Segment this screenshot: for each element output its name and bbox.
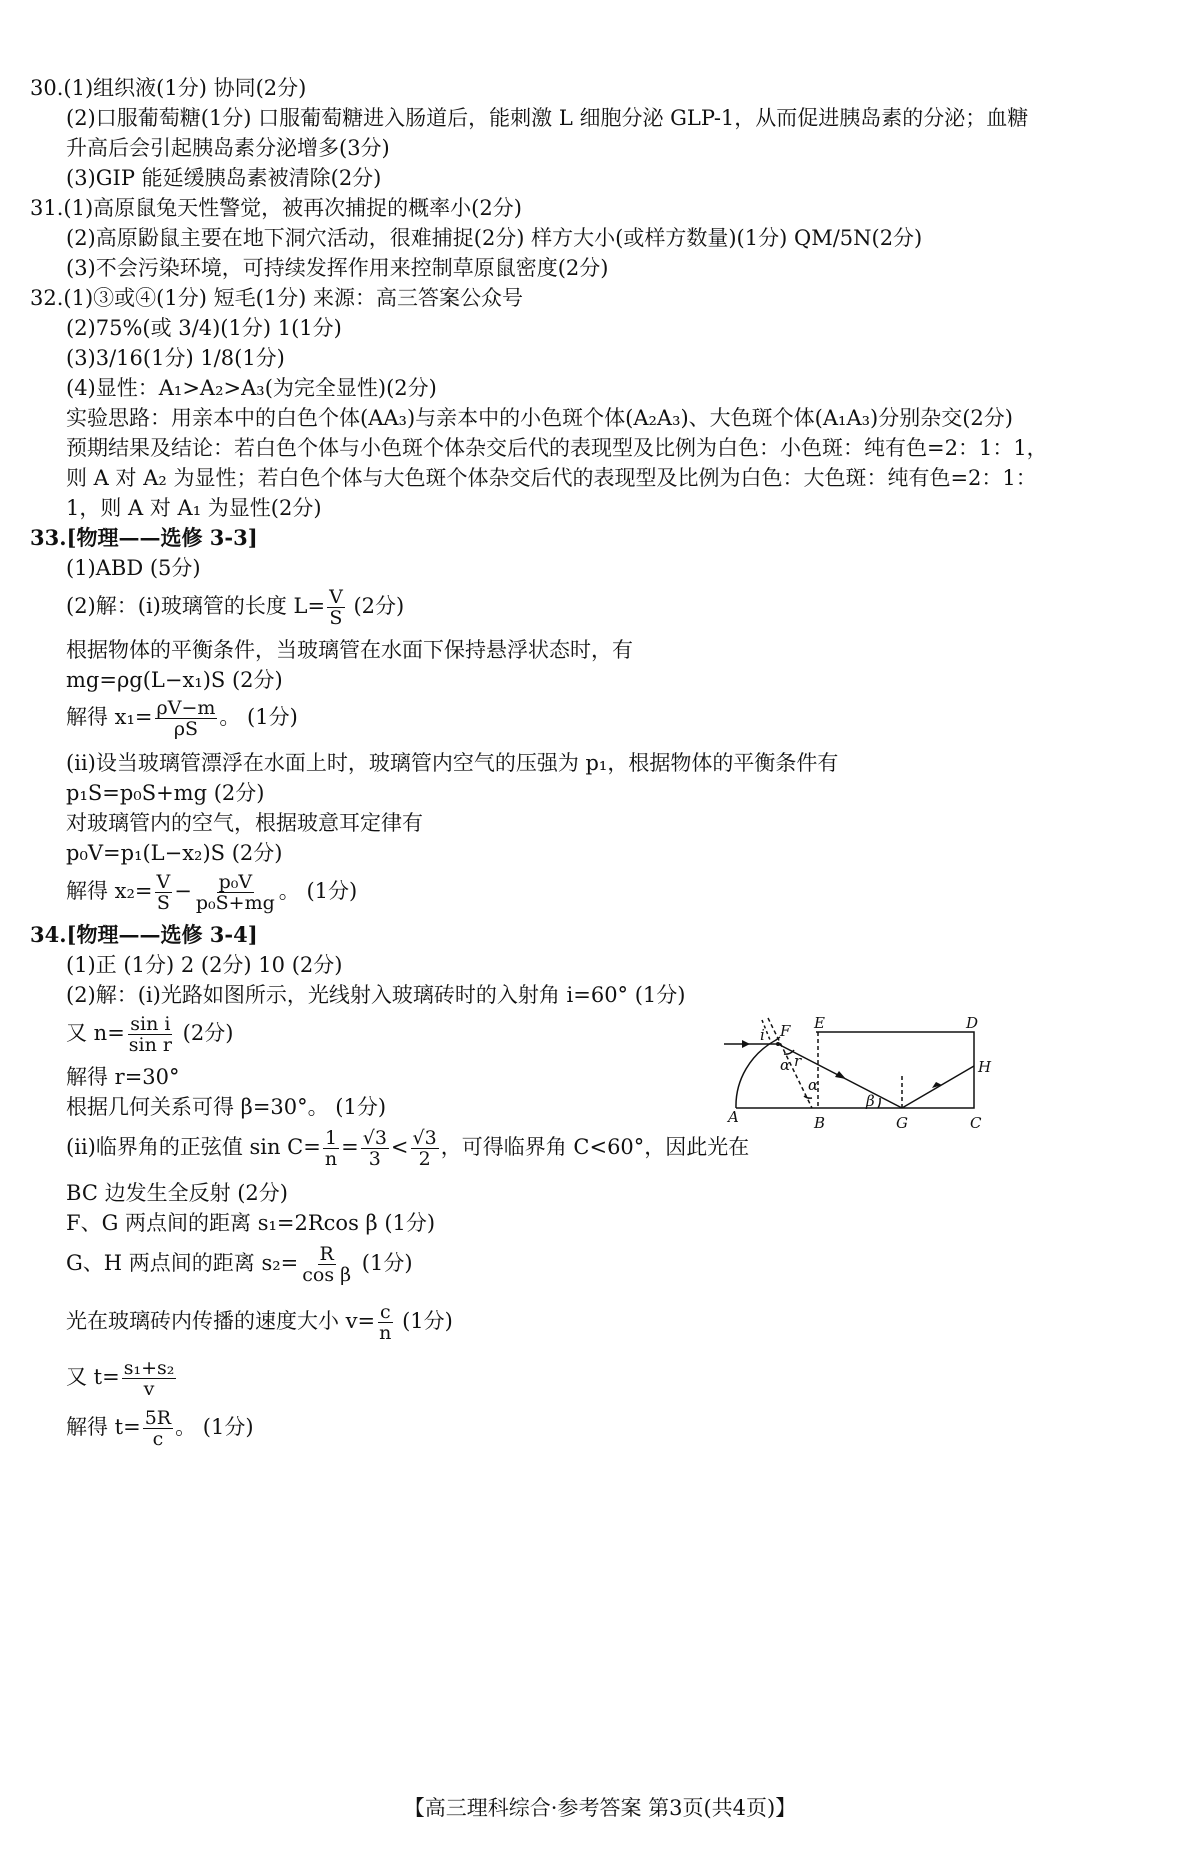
fraction: $\frac{R}{\text{cos β}}$	[302, 1243, 352, 1286]
fraction: $\frac{\text{s₁+s₂}}{v}$	[123, 1357, 175, 1400]
answer-33-x2: 解得 x₂= $\frac{V}{S}$ − $\frac{\text{p₀V}}{\text{p₀S+mg}}$ 。 (1分)	[66, 871, 358, 914]
section-33-heading: 33.[物理——选修 3-3]	[30, 525, 258, 550]
fraction: $\frac{\rho V-m}{\rho S}$	[156, 697, 216, 740]
answer-34-t: 又 t= $\frac{\text{s₁+s₂}}{v}$	[66, 1357, 175, 1400]
answer-32-result-3: 1，则 A 对 A₁ 为显性(2分)	[66, 496, 322, 520]
answer-30-1: 30.(1)组织液(1分) 协同(2分)	[30, 76, 307, 100]
answer-30-2-cont: 升高后会引起胰岛素分泌增多(3分)	[66, 136, 390, 160]
answer-34-2-ii: (ⅱ)临界角的正弦值 sin C= $\frac{1}{n}$ = $\frac{√3}{3}$ < $\frac{√3}{2}$ ，可得临界角 C<60°，因此光在	[66, 1127, 750, 1170]
answer-34-s1: F、G 两点间的距离 s₁=2Rcos β (1分)	[66, 1211, 436, 1235]
answer-34-n: 又 n= $\frac{\text{sin i}}{\text{sin r}}$ (2分)	[66, 1013, 234, 1056]
answer-34-r: 解得 r=30°	[66, 1065, 180, 1089]
fraction: $\frac{\text{p₀V}}{\text{p₀S+mg}}$	[195, 871, 275, 914]
answer-33-eq1: mg=ρg(L−x₁)S (2分)	[66, 668, 283, 692]
angle-r: r	[794, 1052, 802, 1070]
point-A: A	[728, 1108, 739, 1126]
angle-beta: β	[866, 1092, 875, 1110]
point-C: C	[970, 1114, 982, 1132]
answer-31-1: 31.(1)高原鼠兔天性警觉，被再次捕捉的概率小(2分)	[30, 196, 522, 220]
point-H: H	[978, 1058, 992, 1076]
angle-alpha-2: α	[808, 1076, 819, 1094]
answer-33-2-i: (2)解：(ⅰ)玻璃管的长度 L= $\frac{V}{S}$ (2分)	[66, 586, 405, 629]
answer-32-idea: 实验思路：用亲本中的白色个体(AA₃)与亲本中的小色斑个体(A₂A₃)、大色斑个体(A₁A₃)分别杂交(2分)	[66, 406, 1013, 430]
fraction: $\frac{√3}{3}$	[362, 1127, 387, 1170]
fraction: $\frac{√3}{2}$	[412, 1127, 437, 1170]
answer-33-eq2: p₁S=p₀S+mg (2分)	[66, 781, 265, 805]
section-34-heading: 34.[物理——选修 3-4]	[30, 922, 258, 947]
answer-34-s2: G、H 两点间的距离 s₂= $\frac{R}{\text{cos β}}$ (1分)	[66, 1243, 413, 1286]
answer-34-t-result: 解得 t= $\frac{5R}{c}$ 。 (1分)	[66, 1407, 254, 1450]
answer-32-2: (2)75%(或 3/4)(1分) 1(1分)	[66, 316, 342, 340]
angle-i: i	[760, 1026, 765, 1044]
answer-32-result-2: 则 A 对 A₂ 为显性；若白色个体与大色斑个体杂交后代的表现型及比例为白色：大色斑：纯有色=2：1：	[66, 466, 1037, 490]
answer-34-2-i: (2)解：(ⅰ)光路如图所示，光线射入玻璃砖时的入射角 i=60° (1分)	[66, 983, 686, 1007]
fraction: $\frac{5R}{c}$	[144, 1407, 172, 1450]
answer-34-v: 光在玻璃砖内传播的速度大小 v= $\frac{c}{n}$ (1分)	[66, 1301, 453, 1344]
answer-31-3: (3)不会污染环境，可持续发挥作用来控制草原鼠密度(2分)	[66, 256, 609, 280]
point-G: G	[896, 1114, 908, 1132]
fraction: $\frac{1}{n}$	[324, 1127, 338, 1170]
fraction: $\frac{V}{S}$	[329, 586, 343, 629]
page-footer: 【高三理科综合·参考答案 第3页(共4页)】	[403, 1796, 797, 1820]
answer-33-boyle: 对玻璃管内的空气，根据玻意耳定律有	[66, 811, 423, 835]
answer-33-x1: 解得 x₁= $\frac{\rho V-m}{\rho S}$ 。 (1分)	[66, 697, 298, 740]
optics-figure	[720, 1010, 1000, 1140]
answer-30-3: (3)GIP 能延缓胰岛素被清除(2分)	[66, 166, 382, 190]
answer-34-1: (1)正 (1分) 2 (2分) 10 (2分)	[66, 953, 343, 977]
answer-34-total-reflection: BC 边发生全反射 (2分)	[66, 1181, 288, 1205]
fraction: $\frac{c}{n}$	[379, 1301, 392, 1344]
answer-33-2-ii: (ⅱ)设当玻璃管漂浮在水面上时，玻璃管内空气的压强为 p₁，根据物体的平衡条件有	[66, 751, 839, 775]
answer-32-4: (4)显性：A₁>A₂>A₃(为完全显性)(2分)	[66, 376, 437, 400]
fraction: $\frac{\text{sin i}}{\text{sin r}}$	[128, 1013, 172, 1056]
point-E: E	[814, 1014, 825, 1032]
point-D: D	[966, 1014, 979, 1032]
answer-34-beta: 根据几何关系可得 β=30°。 (1分)	[66, 1095, 387, 1119]
answer-33-eq3: p₀V=p₁(L−x₂)S (2分)	[66, 841, 283, 865]
answer-33-balance: 根据物体的平衡条件，当玻璃管在水面下保持悬浮状态时，有	[66, 638, 633, 662]
answer-31-2: (2)高原鼢鼠主要在地下洞穴活动，很难捕捉(2分) 样方大小(或样方数量)(1分) QM/5N(2分)	[66, 226, 923, 250]
answer-32-result-1: 预期结果及结论：若白色个体与小色斑个体杂交后代的表现型及比例为白色：小色斑：纯有色=2：1：1，	[66, 436, 1048, 460]
answer-32-3: (3)3/16(1分) 1/8(1分)	[66, 346, 285, 370]
answer-32-1: 32.(1)③或④(1分) 短毛(1分) 来源：高三答案公众号	[30, 286, 523, 310]
angle-alpha-1: α	[780, 1056, 791, 1074]
answer-30-2: (2)口服葡萄糖(1分) 口服葡萄糖进入肠道后，能刺激 L 细胞分泌 GLP-1，从而促进胰岛素的分泌；血糖	[66, 106, 1029, 130]
point-F: F	[780, 1022, 791, 1040]
point-B: B	[814, 1114, 826, 1132]
fraction: $\frac{V}{S}$	[156, 871, 171, 914]
answer-33-1: (1)ABD (5分)	[66, 556, 201, 580]
